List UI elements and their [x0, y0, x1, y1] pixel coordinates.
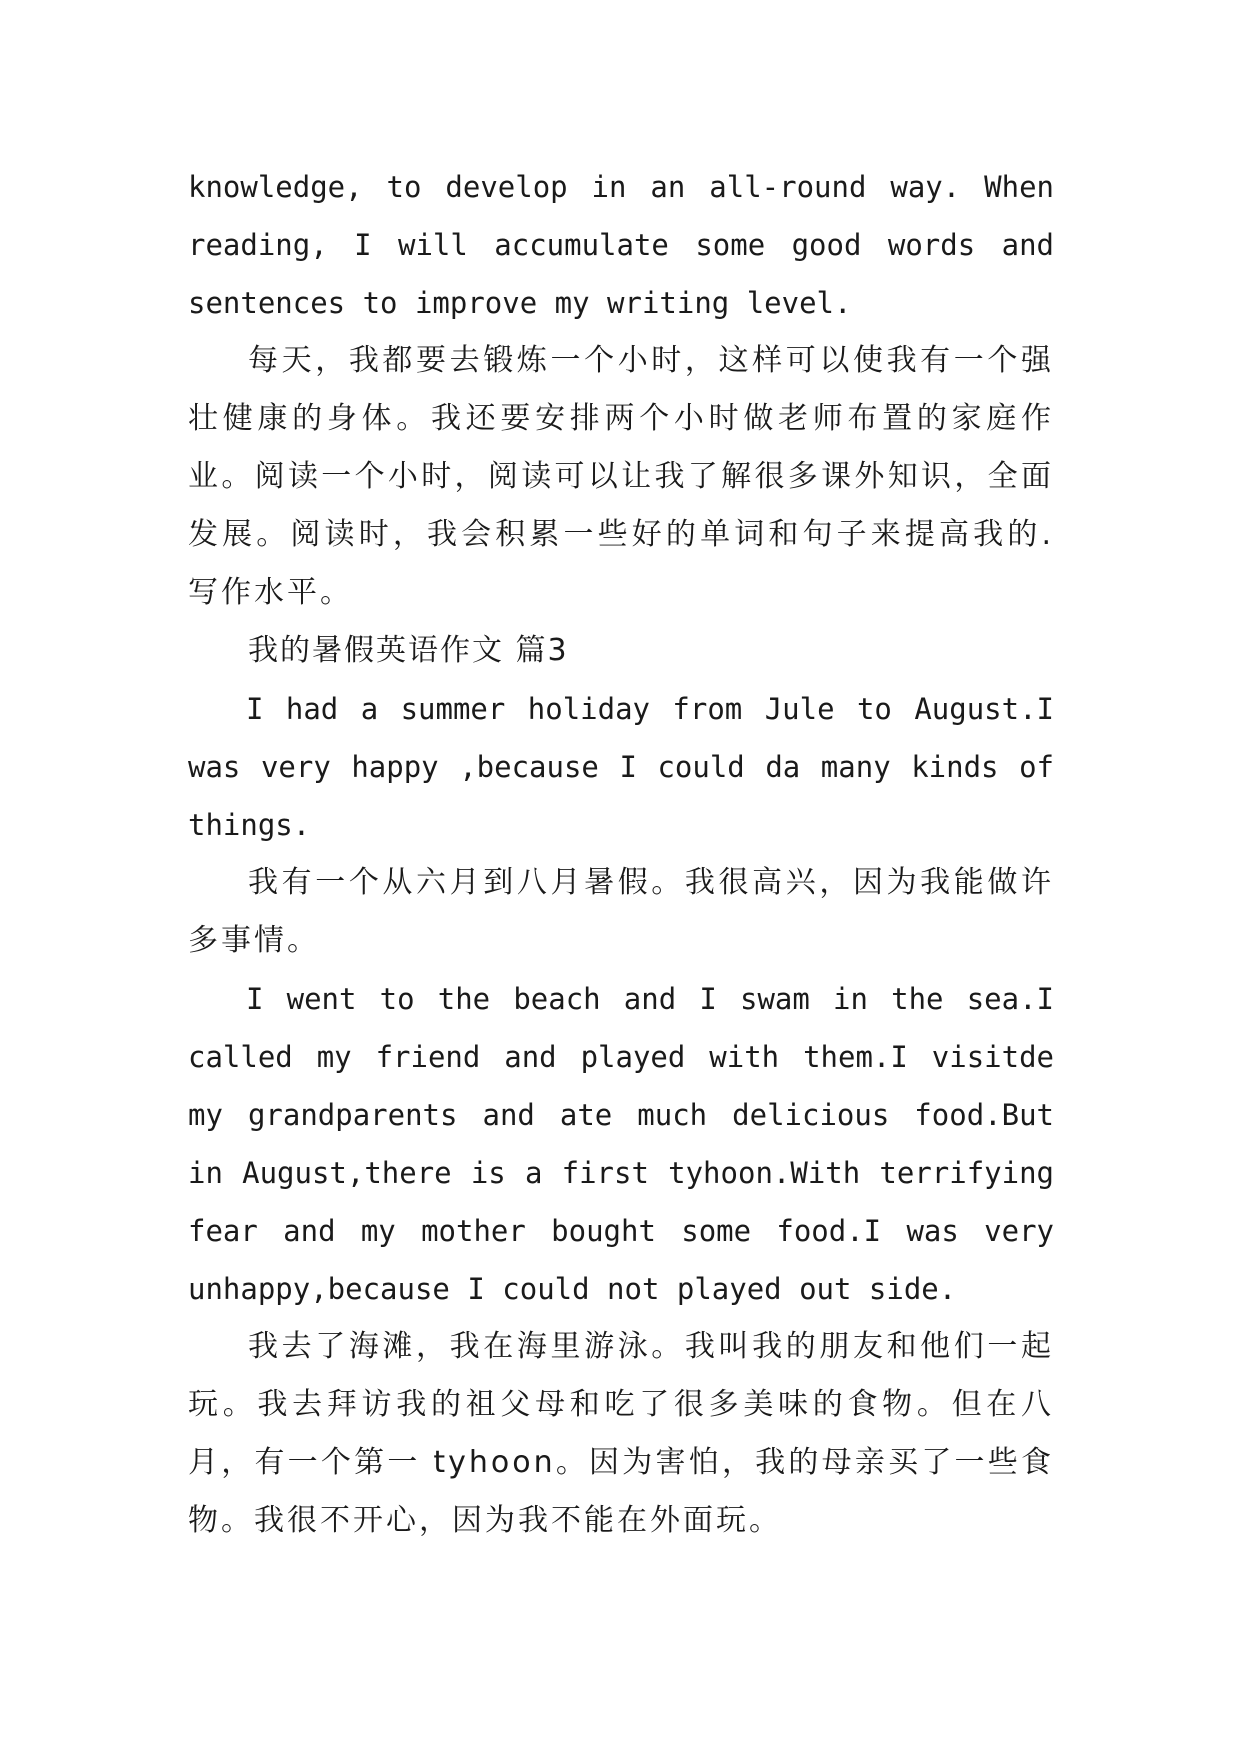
- section-heading: 我的暑假英语作文 篇3: [248, 633, 569, 668]
- paragraph-chinese-3: 我去了海滩，我在海里游泳。我叫我的朋友和他们一起玩。我去拜访我的祖父母和吃了很多美味的食物。但在八月，有一个第一 tyhoon。因为害怕，我的母亲买了一些食物。我很不开心，因为我不能在外面玩。: [188, 1329, 1054, 1538]
- paragraph-chinese-1: 每天，我都要去锻炼一个小时，这样可以使我有一个强壮健康的身体。我还要安排两个小时做老师布置的家庭作业。阅读一个小时，阅读可以让我了解很多课外知识，全面发展。阅读时，我会积累一些好的单词和句子来提高我的.写作水平。: [188, 343, 1054, 610]
- paragraph-english-1: knowledge, to develop in an all-round way. When reading, I will accumulate some good words and sentences to improve my writing level.: [188, 170, 1054, 320]
- paragraph-chinese-2: 我有一个从六月到八月暑假。我很高兴，因为我能做许多事情。: [188, 865, 1054, 958]
- document-body: [188, 158, 1054, 1550]
- paragraph-english-3: I went to the beach and I swam in the sea.I called my friend and played with them.I visitde my grandparents and ate much delicious food.But in August,there is a first tyhoon.With terrifying fear and my mother bought some food.I was very unhappy,because I could not played out side.: [188, 982, 1054, 1306]
- paragraph-english-2: I had a summer holiday from Jule to August.I was very happy ,because I could da many kinds of things.: [188, 692, 1054, 842]
